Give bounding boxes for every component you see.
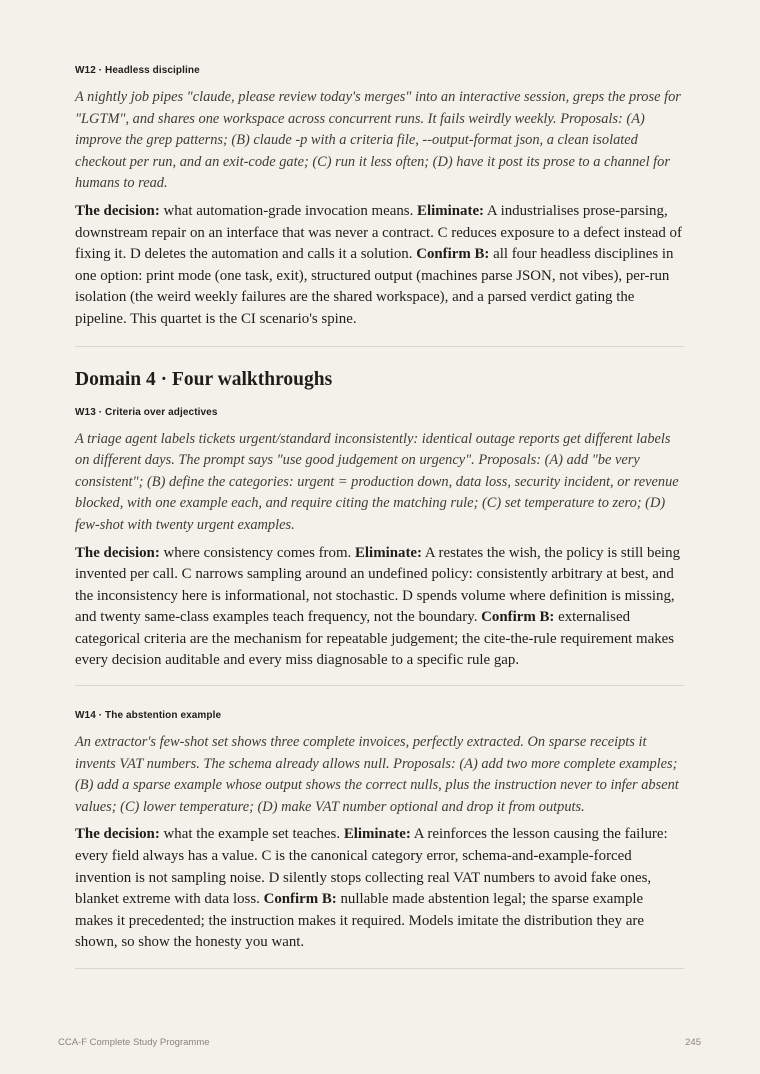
decision-w12 — [75, 201, 684, 331]
confirm-text: nullable made abstention legal; the sparse example makes it precedented; the instruction makes it required. Models imitate the distribution they are shown, so show the honesty you want. — [75, 891, 644, 951]
confirm-label: Confirm B: — [481, 609, 555, 626]
walkthrough-label-w13: W13 · Criteria over adjectives — [75, 406, 218, 418]
footer-title: CCA-F Complete Study Programme — [58, 1037, 210, 1048]
confirm-text: all four headless disciplines in one option: print mode (one task, exit), structured output (machines parse JSON, not vibes), per-run isolation (the weird weekly failures are the shared workspace), and a parsed verdict gating the pipeline. This quartet is the CI scenario's spine. — [75, 246, 674, 327]
domain-heading: Domain 4 · Four walkthroughs — [75, 368, 333, 390]
confirm-text: externalised categorical criteria are the mechanism for repeatable judgement; the cite-the-rule requirement makes every decision auditable and every miss diagnosable to a specific rule gap. — [75, 609, 675, 669]
confirm-label: Confirm B: — [263, 891, 337, 908]
decision-label: The decision: — [75, 202, 160, 219]
decision-label: The decision: — [75, 826, 160, 843]
decision-text: what the example set teaches. — [159, 826, 344, 843]
eliminate-text: A industrialises prose-parsing, downstream repair on an interface that was never a contract. C reduces exposure to a defect instead of fixing it. D deletes the automation and calls it a solution. — [75, 202, 682, 263]
walkthrough-label-w14: W14 · The abstention example — [75, 710, 222, 722]
confirm-label: Confirm B: — [416, 246, 490, 263]
decision-text: where consistency comes from. — [159, 544, 355, 561]
eliminate-label: Eliminate: — [354, 544, 422, 561]
eliminate-text: A restates the wish, the policy is still being invented per call. C narrows sampling around an undefined policy: consistently arbitrary at best, and the inconsistency here is informational, not stochastic. D spends volume where definition is missing, and twenty same-class examples teach frequency, not the boundary. — [75, 544, 681, 626]
decision-text: what automation-grade invocation means. — [159, 202, 418, 219]
eliminate-label: Eliminate: — [343, 826, 411, 843]
scenario-w12: A nightly job pipes "claude, please review today's merges" into an interactive session, greps the prose for "LGTM", and shares one workspace across concurrent runs. It fails weirdly weekly. Proposals: (A) improve the grep patterns; (B) claude -p with a criteria file, --output-format json, a clean isolated checkout per run, and an exit-code gate; (C) run it less often; (D) have it post its prose to a channel for humans to read. — [75, 89, 681, 192]
page-content — [75, 0, 684, 969]
divider — [75, 968, 684, 969]
scenario-w14: An extractor's few-shot set shows three complete invoices, perfectly extracted. On sparse receipts it invents VAT numbers. The schema already allows null. Proposals: (A) add two more complete examples; (B) add a sparse example whose output shows the correct nulls, plus the instruction never to infer absent values; (C) lower temperature; (D) make VAT number optional and drop it from outputs. — [75, 734, 679, 815]
decision-w14 — [75, 824, 684, 954]
page-number: 245 — [685, 1037, 701, 1048]
decision-w13 — [75, 543, 684, 673]
eliminate-text: A reinforces the lesson causing the failure: every field always has a value. C is the canonical category error, schema-and-example-forced invention is not sampling noise. D silently stops collecting real VAT numbers to avoid fake ones, blanket extreme with data loss. — [75, 826, 668, 908]
walkthrough-label-w12: W12 · Headless discipline — [75, 65, 200, 76]
scenario-w13: A triage agent labels tickets urgent/standard inconsistently: identical outage reports get different labels on different days. The prompt says "use good judgement on urgency". Proposals: (A) add "be very consistent"; (B) define the categories: urgent = production down, data loss, security incident, or revenue blocked, with one example each, and require citing the matching rule; (C) set temperature to zero; (D) few-shot with twenty urgent examples. — [75, 430, 679, 533]
eliminate-label: Eliminate: — [417, 202, 485, 219]
decision-label: The decision: — [75, 544, 160, 561]
